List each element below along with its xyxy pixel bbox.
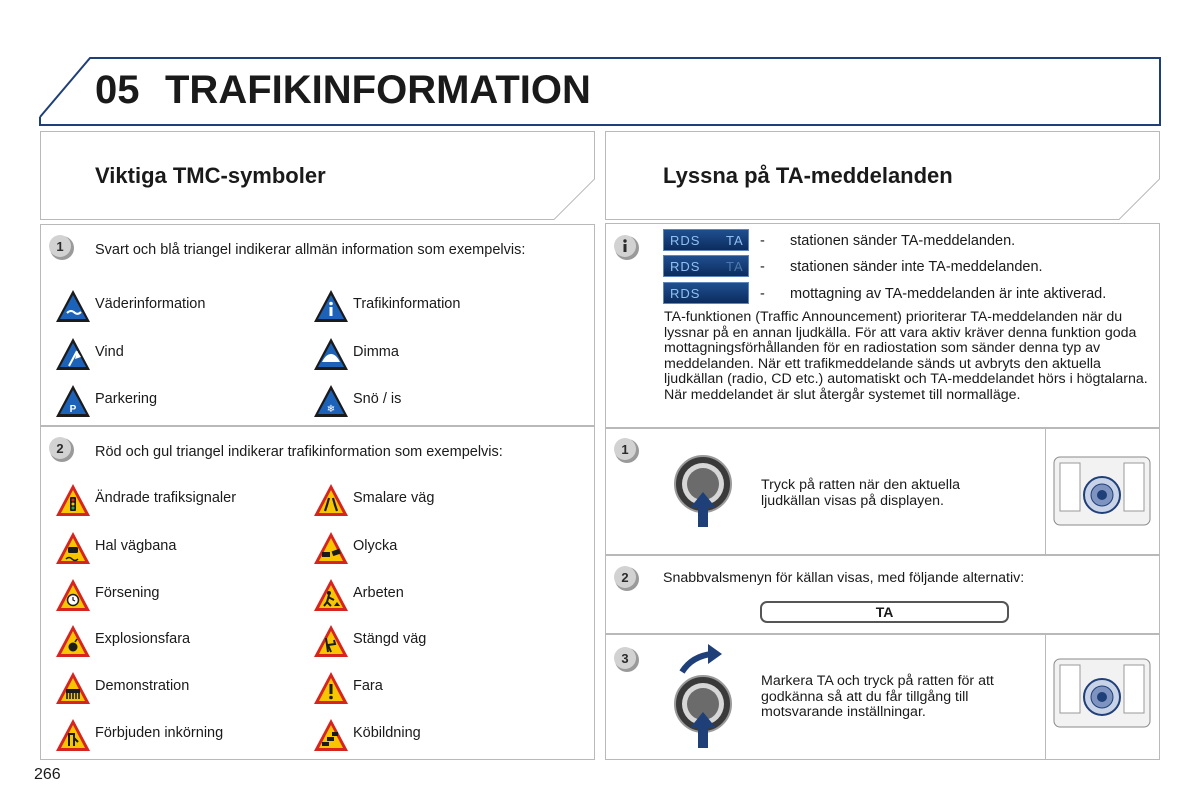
section2-intro: Röd och gul triangel indikerar trafikinformation som exempelvis: [95,444,503,460]
rds-dash-3: - [760,286,765,302]
radio-unit-icon [1046,429,1159,554]
svg-text:❄: ❄ [326,404,336,415]
step-1-badge: 1 [49,235,75,261]
weather-info-icon [55,289,91,323]
radio-unit-icon [1046,635,1159,759]
info-icon [614,235,640,261]
chapter-title: TRAFIKINFORMATION [165,68,591,112]
wind-icon [55,337,91,371]
step1-text: Tryck på ratten när den aktuella ljudkällan visas på displayen. [761,477,960,509]
radio-unit-box-1 [1045,429,1158,554]
page-number: 266 [34,766,61,783]
rds-ta-active-display: RDS TA [663,229,749,251]
section1-intro: Svart och blå triangel indikerar allmän information som exempelvis: [95,242,526,258]
radio-unit-box-3 [1045,635,1158,759]
fog-icon [313,337,349,371]
traffic-info-icon [313,289,349,323]
rds-desc-1: stationen sänder TA-meddelanden. [790,233,1016,249]
step2-text: Snabbvalsmenyn för källan visas, med följande alternativ: [663,570,1025,586]
svg-text:P: P [69,404,77,415]
explosion-icon [55,624,91,658]
demonstration-icon [55,671,91,705]
traffic-signals-icon [55,483,91,517]
queue-icon [313,718,349,752]
ta-menu-button[interactable]: TA [760,601,1009,623]
step-2-badge: 2 [49,437,75,463]
step-3-badge: 3 [614,647,640,673]
step-1-badge-right: 1 [614,438,640,464]
accident-icon [313,531,349,565]
step3-text: Markera TA och tryck på ratten för att godkänna så att du får tillgång till motsvarande inställningar. [761,673,994,721]
road-narrows-icon [313,483,349,517]
road-closed-icon [313,624,349,658]
roadworks-icon [313,578,349,612]
rds-dash-2: - [760,259,765,275]
chapter-number: 05 [95,68,140,112]
danger-icon [313,671,349,705]
no-entry-icon [55,718,91,752]
delay-icon [55,578,91,612]
rds-ta-dim-display: RDS TA [663,255,749,277]
right-section-title: Lyssna på TA-meddelanden [663,163,953,188]
rds-desc-3: mottagning av TA-meddelanden är inte aktiverad. [790,286,1107,302]
left-section-title: Viktiga TMC-symboler [95,163,326,188]
snow-ice-icon [313,384,349,418]
rotary-knob-turn-press-icon [668,642,748,750]
step-2-badge-right: 2 [614,566,640,592]
rds-dash-1: - [760,233,765,249]
rds-no-ta-display: RDS [663,282,749,304]
ta-description: TA-funktionen (Traffic Announcement) prioriterar TA-meddelanden när du lyssnar på en annan ljudkälla. För att vara aktiv kräver denna funktion goda mottagningsförhållanden för en radiostation som sänder denna typ av meddelanden. När ett trafikmeddelande sänds ut avbryts den aktuella ljudkällan (radio, CD etc.) automatiskt och TA-meddelandet hörs i högtalarna. När meddelandet är slut återgår systemet till normalläge. [664,309,1148,403]
slippery-road-icon [55,531,91,565]
parking-icon [55,384,91,418]
rds-desc-2: stationen sänder inte TA-meddelanden. [790,259,1043,275]
rotary-knob-press-icon [668,455,738,531]
